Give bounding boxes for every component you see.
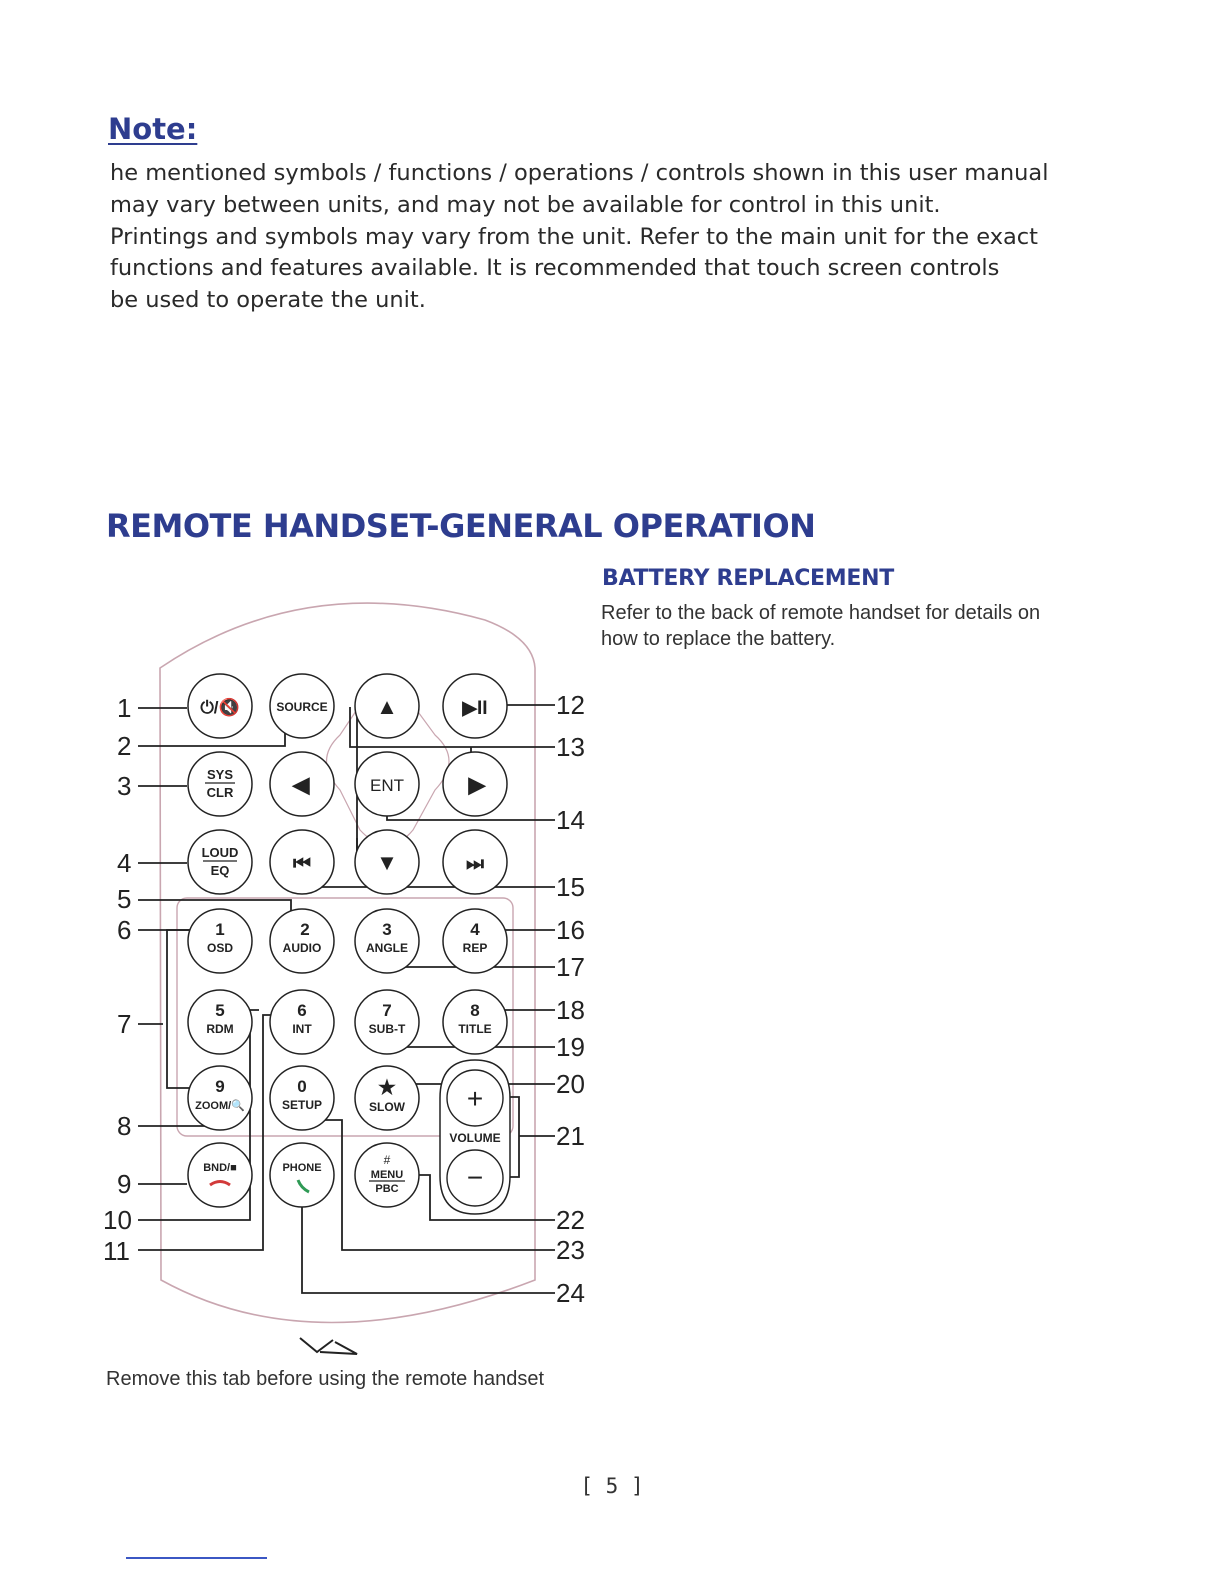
callout-10: 10 — [103, 1205, 132, 1235]
band-label: BND/■ — [203, 1162, 237, 1174]
menu-label: MENU — [370, 1169, 404, 1181]
audio-label: AUDIO — [282, 941, 322, 955]
callout-19: 19 — [556, 1032, 585, 1062]
pbc-label: PBC — [375, 1183, 399, 1195]
slow-label: SLOW — [369, 1100, 405, 1114]
sys-label: SYS — [206, 767, 234, 782]
battery-line: Refer to the back of remote handset for details on — [601, 602, 1041, 624]
callout-2: 2 — [117, 731, 132, 761]
button-0-number: 0 — [297, 1077, 307, 1096]
caption: Remove this tab before using the remote handset — [106, 1368, 545, 1390]
band-end-call-button — [188, 1143, 252, 1207]
note-line: Printings and symbols may vary from the unit. Refer to the main unit for the exact — [110, 223, 1038, 250]
sub-t-label: SUB-T — [368, 1022, 406, 1036]
down-arrow-icon: ▼ — [376, 850, 398, 875]
note-title: Note: — [108, 112, 198, 146]
left-arrow-icon: ◀ — [292, 772, 310, 797]
star-icon: ★ — [378, 1077, 396, 1099]
phone-label: PHONE — [282, 1162, 322, 1174]
footer-line — [126, 1557, 267, 1559]
pull-tab — [300, 1338, 357, 1354]
callout-17: 17 — [556, 952, 585, 982]
title-label: TITLE — [458, 1022, 492, 1036]
clr-label: CLR — [206, 785, 234, 800]
power-mute-label: ⏻/🔇 — [200, 698, 240, 717]
callout-11: 11 — [103, 1236, 130, 1266]
battery-line: how to replace the battery. — [601, 628, 836, 650]
button-2-number: 2 — [300, 920, 310, 939]
int-label: INT — [292, 1022, 312, 1036]
callout-21: 21 — [556, 1121, 585, 1151]
callout-20: 20 — [556, 1069, 585, 1099]
callout-8: 8 — [117, 1111, 132, 1141]
callout-9: 9 — [117, 1169, 132, 1199]
right-arrow-icon: ▶ — [468, 772, 486, 797]
setup-label: SETUP — [281, 1098, 323, 1112]
button-6-number: 6 — [297, 1001, 307, 1020]
callout-6: 6 — [117, 915, 132, 945]
play-pause-icon: ▶II — [462, 698, 488, 719]
callout-18: 18 — [556, 995, 585, 1025]
callout-4: 4 — [117, 848, 132, 878]
callout-15: 15 — [556, 872, 585, 902]
button-9-number: 9 — [215, 1077, 225, 1096]
callout-13: 13 — [556, 732, 585, 762]
battery-text — [601, 600, 1121, 652]
zoom-label: ZOOM/🔍 — [195, 1100, 245, 1112]
angle-label: ANGLE — [366, 941, 408, 955]
rep-label: REP — [462, 941, 488, 955]
eq-label: EQ — [210, 863, 230, 878]
section-title: REMOTE HANDSET-GENERAL OPERATION — [106, 507, 816, 545]
button-8-number: 8 — [470, 1001, 480, 1020]
button-1-number: 1 — [215, 920, 225, 939]
note-line: functions and features available. It is recommended that touch screen controls — [110, 255, 1000, 282]
loud-eq-button — [188, 830, 252, 894]
callout-5: 5 — [117, 884, 132, 914]
zoom-button — [188, 1066, 252, 1130]
callout-3: 3 — [117, 771, 132, 801]
callout-1: 1 — [117, 693, 132, 723]
callout-12: 12 — [556, 690, 585, 720]
callout-22: 22 — [556, 1205, 585, 1235]
loud-label: LOUD — [201, 845, 239, 860]
volume-plus-label: + — [466, 1083, 484, 1114]
osd-label: OSD — [206, 941, 234, 955]
source-label: SOURCE — [276, 700, 328, 714]
battery-title: BATTERY REPLACEMENT — [602, 566, 894, 591]
button-7-number: 7 — [382, 1001, 392, 1020]
remote-diagram — [95, 590, 615, 1370]
page-number: [ 5 ] — [580, 1474, 644, 1498]
callout-14: 14 — [556, 805, 585, 835]
callout-16: 16 — [556, 915, 585, 945]
volume-label: VOLUME — [449, 1131, 501, 1145]
note-line: be used to operate the unit. — [110, 287, 426, 314]
enter-label: ENT — [370, 776, 404, 795]
volume-minus-label: − — [466, 1162, 484, 1193]
button-4-number: 4 — [470, 920, 480, 939]
phone-button — [270, 1143, 334, 1207]
button-5-number: 5 — [215, 1001, 225, 1020]
callout-23: 23 — [556, 1235, 585, 1265]
next-track-icon: ⏭ — [466, 853, 484, 875]
rdm-label: RDM — [206, 1022, 234, 1036]
callout-24: 24 — [556, 1278, 585, 1308]
note-text — [110, 158, 1090, 317]
button-3-number: 3 — [382, 920, 392, 939]
note-line: he mentioned symbols / functions / operations / controls shown in this user manual — [110, 160, 1049, 186]
prev-track-icon: ⏮ — [293, 853, 311, 875]
note-line: may vary between units, and may not be available for control in this unit. — [110, 191, 941, 218]
up-arrow-icon: ▲ — [376, 694, 398, 719]
sys-clr-button — [188, 752, 252, 816]
hash-label: # — [383, 1153, 391, 1167]
callout-7: 7 — [117, 1009, 132, 1039]
